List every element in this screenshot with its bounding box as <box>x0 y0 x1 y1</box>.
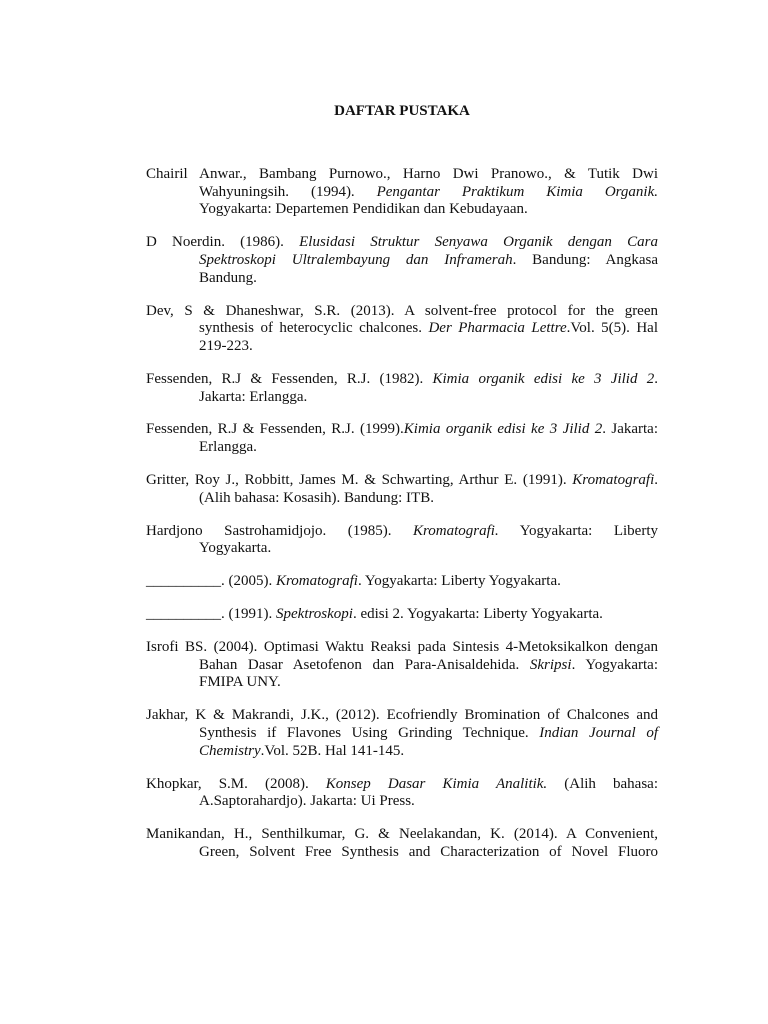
reference-text: Jakarta: Erlangga. <box>199 388 308 405</box>
reference-line <box>146 826 658 844</box>
reference-text: Dev, S & Dhaneshwar, S.R. (2013). A solvent-free protocol for the green <box>146 302 658 319</box>
reference-text: . (2005). <box>221 573 276 590</box>
reference-text: __________ <box>146 573 221 590</box>
reference-line <box>146 338 658 356</box>
reference-text: D Noerdin. (1986). <box>146 234 300 251</box>
reference-text: Khopkar, S.M. (2008). <box>146 775 326 792</box>
reference-line <box>146 439 658 457</box>
reference-text: . Yogyakarta: <box>571 656 659 673</box>
reference-text: Gritter, Roy J., Robbitt, James M. & Schwarting, Arthur E. (1991). <box>146 472 573 489</box>
reference-line <box>146 639 658 657</box>
reference-entry <box>146 371 658 406</box>
page-title: DAFTAR PUSTAKA <box>334 103 470 119</box>
reference-entry <box>146 639 658 692</box>
reference-entry <box>146 303 658 356</box>
reference-entry <box>146 606 658 624</box>
reference-line <box>146 234 658 252</box>
reference-line <box>146 844 658 862</box>
reference-line <box>146 490 658 508</box>
reference-text: Manikandan, H., Senthilkumar, G. & Neelakandan, K. (2014). A Convenient, <box>146 826 658 843</box>
reference-text: . edisi 2. Yogyakarta: Liberty Yogyakarta. <box>352 606 603 623</box>
reference-text: Yogyakarta. <box>199 540 272 557</box>
reference-line <box>146 743 658 761</box>
reference-text: Fessenden, R.J & Fessenden, R.J. (1982). <box>146 370 433 387</box>
reference-line <box>146 421 658 439</box>
reference-text: Yogyakarta: Departemen Pendidikan dan Kebudayaan. <box>199 201 528 218</box>
reference-line <box>146 252 658 270</box>
reference-italic-text: Chemistry <box>199 742 261 759</box>
reference-line <box>146 606 658 624</box>
reference-entry <box>146 421 658 456</box>
reference-entry <box>146 234 658 287</box>
reference-text: 219-223. <box>199 338 253 354</box>
reference-line <box>146 776 658 794</box>
reference-text: __________ <box>146 606 221 623</box>
reference-entry <box>146 472 658 507</box>
reference-text: Hardjono Sastrohamidjojo. (1985). <box>146 522 414 539</box>
reference-italic-text: Kromatografi <box>572 472 655 489</box>
reference-text: (Alih bahasa: <box>547 775 658 792</box>
reference-text: . Bandung: Angkasa <box>512 252 658 268</box>
reference-line <box>146 201 658 219</box>
reference-line <box>146 523 658 541</box>
reference-italic-text: Kromatografi <box>276 573 358 590</box>
reference-line <box>146 184 658 202</box>
reference-text: .Vol. 5(5). Hal <box>566 320 659 337</box>
reference-italic-text: Kimia organik edisi ke 3 Jilid 2 <box>432 370 655 387</box>
reference-line <box>146 793 658 811</box>
reference-text: FMIPA UNY. <box>199 674 281 691</box>
reference-text: Chairil Anwar., Bambang Purnowo., Harno Dwi Pranowo., & Tutik Dwi <box>146 166 658 182</box>
reference-text: Isrofi BS. (2004). Optimasi Waktu Reaksi pada Sintesis 4-Metoksikalkon dengan <box>146 639 658 656</box>
reference-entry <box>146 573 658 591</box>
reference-italic-text: Spektroskopi Ultralembayung dan Inframerah <box>199 252 513 268</box>
reference-text: Yogyakarta: Liberty <box>498 522 658 539</box>
reference-line <box>146 573 658 591</box>
reference-italic-text: Pengantar Praktikum Kimia Organik. <box>376 183 659 200</box>
reference-text: Synthesis if Flavones Using Grinding Technique. <box>199 725 540 742</box>
reference-italic-text: Kromatografi. <box>413 522 499 539</box>
reference-entry <box>146 707 658 760</box>
reference-italic-text: Skripsi <box>529 656 572 673</box>
reference-italic-text: Konsep Dasar Kimia Analitik. <box>325 775 548 792</box>
reference-text: . <box>654 472 658 489</box>
reference-line <box>146 725 658 743</box>
reference-entry <box>146 166 658 219</box>
reference-text: Wahyuningsih. (1994). <box>199 183 377 200</box>
reference-text: synthesis of heterocyclic chalcones. <box>199 320 429 337</box>
reference-text: Jakhar, K & Makrandi, J.K., (2012). Ecofriendly Bromination of Chalcones and <box>146 707 658 724</box>
reference-line <box>146 472 658 490</box>
reference-line <box>146 540 658 558</box>
reference-line <box>146 166 658 184</box>
reference-text: . Yogyakarta: Liberty Yogyakarta. <box>357 573 561 590</box>
reference-entry <box>146 826 658 861</box>
reference-line <box>146 674 658 692</box>
reference-italic-text: Spektroskopi <box>276 606 353 623</box>
reference-text: (Alih bahasa: Kosasih). Bandung: ITB. <box>199 489 434 506</box>
reference-line <box>146 389 658 407</box>
reference-list <box>146 166 658 862</box>
reference-line <box>146 707 658 725</box>
reference-text: A.Saptorahardjo). Jakarta: Ui Press. <box>199 793 415 810</box>
reference-text: . (1991). <box>221 606 276 623</box>
reference-text: . Jakarta: <box>602 421 658 438</box>
reference-italic-text: Elusidasi Struktur Senyawa Organik dengan Cara <box>299 234 658 251</box>
reference-italic-text: Indian Journal of <box>539 725 658 742</box>
reference-text: Fessenden, R.J & Fessenden, R.J. (1999). <box>146 421 404 438</box>
reference-text: Bandung. <box>199 269 257 286</box>
reference-text: Bahan Dasar Asetofenon dan Para-Anisaldehida. <box>199 656 530 673</box>
reference-text: .Vol. 52B. Hal 141-145. <box>260 742 405 759</box>
reference-entry <box>146 776 658 811</box>
reference-text: Erlangga. <box>199 439 257 456</box>
reference-line <box>146 303 658 321</box>
reference-entry <box>146 523 658 558</box>
reference-line <box>146 657 658 675</box>
reference-italic-text: Der Pharmacia Lettre <box>428 320 567 337</box>
bibliography <box>146 103 658 877</box>
reference-text: Green, Solvent Free Synthesis and Characterization of Novel Fluoro <box>199 843 658 860</box>
reference-line <box>146 371 658 389</box>
reference-italic-text: Kimia organik edisi ke 3 Jilid 2 <box>403 421 603 438</box>
reference-line <box>146 270 658 288</box>
reference-line <box>146 320 658 338</box>
reference-text: . <box>654 370 658 387</box>
